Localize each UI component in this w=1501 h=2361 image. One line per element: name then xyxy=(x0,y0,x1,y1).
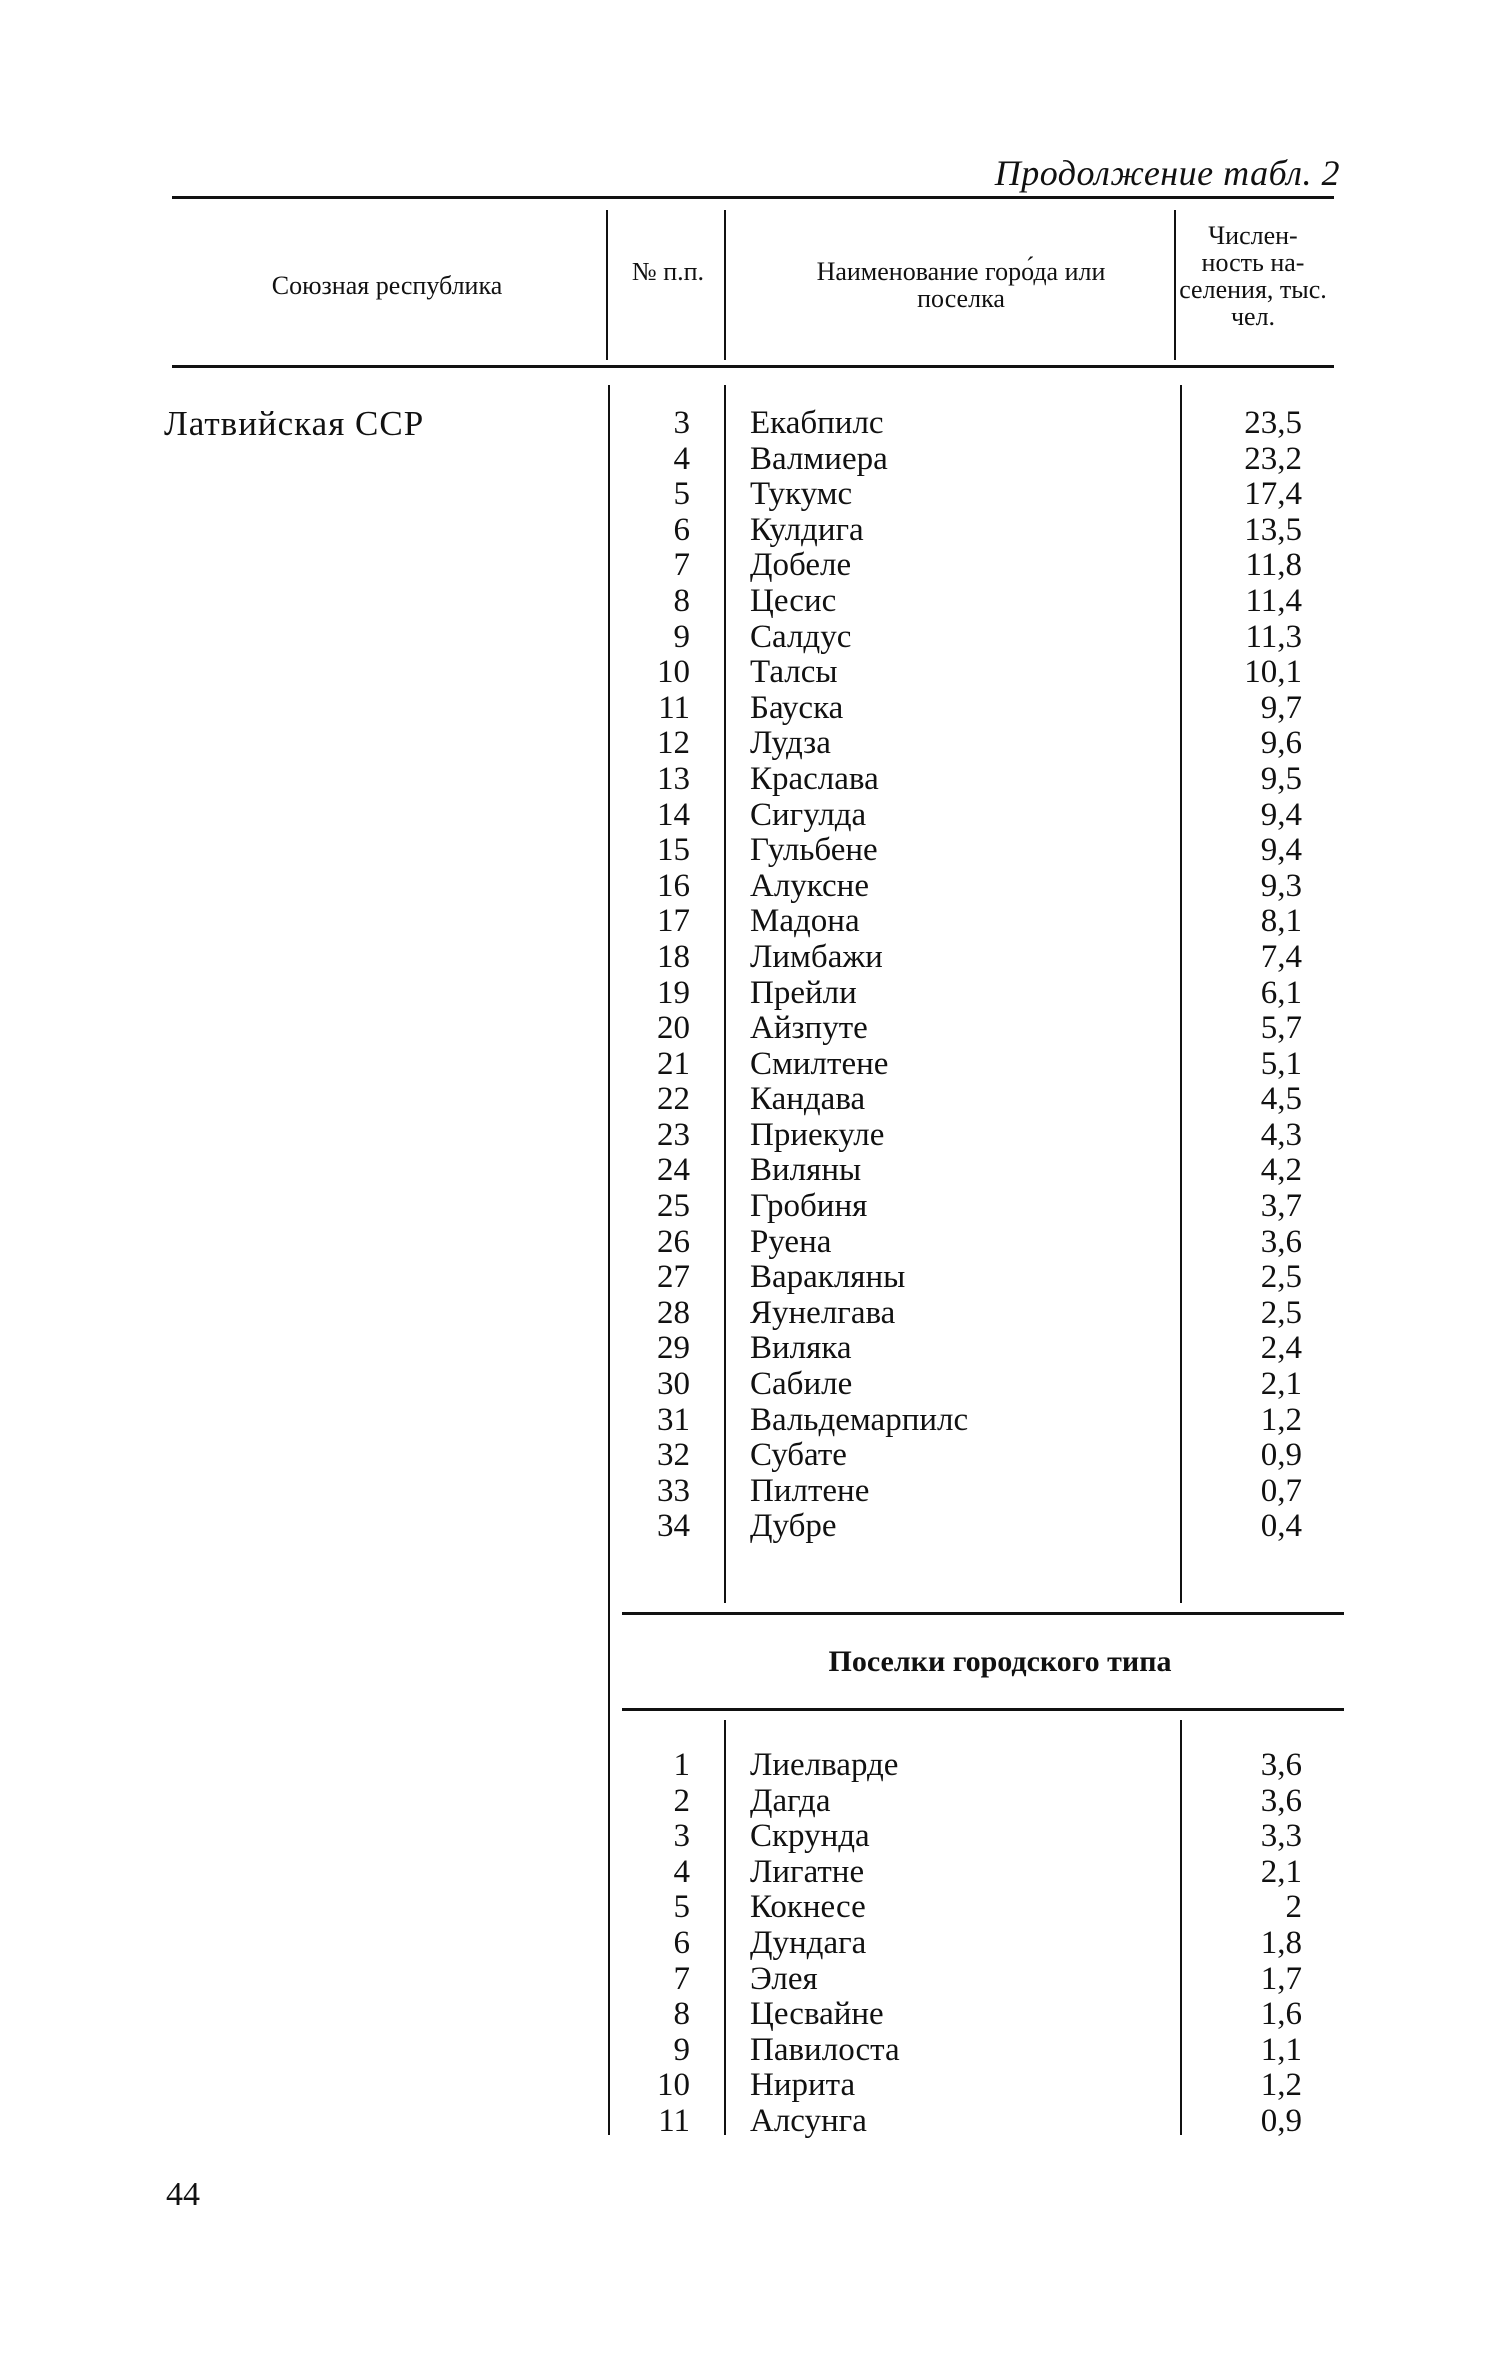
cities-name-column xyxy=(750,406,1170,1545)
cities-name: Мадона xyxy=(750,903,860,940)
settlements-population: 2,1 xyxy=(1260,1853,1302,1890)
cities-population: 8,1 xyxy=(1260,903,1302,940)
section-title: Поселки городского типа xyxy=(828,1645,1172,1678)
cities-number: 10 xyxy=(657,654,690,691)
settlements-number: 2 xyxy=(673,1782,690,1819)
cities-number: 25 xyxy=(657,1188,690,1225)
cities-name: Гульбене xyxy=(750,832,878,869)
settlements-name-column xyxy=(750,1748,1170,2140)
cities-number: 15 xyxy=(657,832,690,869)
settlements-number: 3 xyxy=(673,1818,690,1855)
settlements-name: Лиелварде xyxy=(750,1747,899,1783)
body-divider-left xyxy=(608,385,610,2135)
header-name: Наименование горо́да или поселка xyxy=(816,257,1106,313)
cities-name: Сабиле xyxy=(750,1366,853,1403)
cities-population: 9,4 xyxy=(1260,796,1302,833)
cities-population: 11,8 xyxy=(1245,547,1302,584)
cities-number: 3 xyxy=(673,405,690,441)
cities-population: 10,1 xyxy=(1244,654,1302,691)
cities-name: Виляны xyxy=(750,1152,862,1189)
cities-number: 32 xyxy=(657,1437,690,1474)
section-rule-bottom xyxy=(622,1708,1344,1711)
settlements-name: Цесвайне xyxy=(750,1996,884,2033)
cities-population: 9,5 xyxy=(1260,760,1302,797)
settlements-population: 0,9 xyxy=(1260,2102,1302,2139)
settlements-number: 9 xyxy=(673,2031,690,2068)
settlements-number: 7 xyxy=(673,1960,690,1997)
cities-population: 5,7 xyxy=(1260,1010,1302,1047)
settlements-name: Дагда xyxy=(750,1782,831,1819)
settlements-number: 5 xyxy=(673,1889,690,1926)
cities-name: Сигулда xyxy=(750,796,867,833)
cities-population: 7,4 xyxy=(1260,938,1302,975)
settlements-number: 10 xyxy=(657,2067,690,2104)
settlements-name: Скрунда xyxy=(750,1818,870,1855)
cities-name: Приекуле xyxy=(750,1116,885,1153)
cities-name: Цесис xyxy=(750,582,837,619)
cities-name: Талсы xyxy=(750,654,838,691)
cities-number: 7 xyxy=(673,547,690,584)
settlements-name: Дундага xyxy=(750,1924,867,1961)
cities-population: 2,5 xyxy=(1260,1259,1302,1296)
settlements-population: 3,6 xyxy=(1260,1747,1302,1783)
cities-number: 19 xyxy=(657,974,690,1011)
cities-population: 3,7 xyxy=(1260,1188,1302,1225)
cities-population: 11,3 xyxy=(1245,618,1302,655)
settlements-population-column xyxy=(1180,1748,1302,2140)
header-republic: Союзная республика xyxy=(271,271,503,300)
cities-name: Салдус xyxy=(750,618,852,655)
cities-population: 4,3 xyxy=(1260,1116,1302,1153)
cities-number: 17 xyxy=(657,903,690,940)
cities-number: 21 xyxy=(657,1045,690,1082)
table-caption: Продолжение табл. 2 xyxy=(994,153,1340,193)
cities-population: 4,5 xyxy=(1260,1081,1302,1118)
settlements-population: 1,2 xyxy=(1260,2067,1302,2104)
cities-number: 33 xyxy=(657,1472,690,1509)
cities-number: 28 xyxy=(657,1294,690,1331)
cities-name: Лимбажи xyxy=(750,938,883,975)
cities-name: Валмиера xyxy=(750,440,888,477)
cities-number: 31 xyxy=(657,1401,690,1438)
settlements-divider-num xyxy=(724,1720,726,2135)
cities-name: Гробиня xyxy=(750,1188,868,1225)
settlements-population: 1,7 xyxy=(1260,1960,1302,1997)
cities-population: 9,7 xyxy=(1260,689,1302,726)
settlements-population: 3,6 xyxy=(1260,1782,1302,1819)
settlements-population: 2 xyxy=(1285,1889,1302,1926)
cities-population: 3,6 xyxy=(1260,1223,1302,1260)
cities-name: Субате xyxy=(750,1437,847,1474)
cities-number: 4 xyxy=(673,440,690,477)
cities-number: 20 xyxy=(657,1010,690,1047)
cities-number: 24 xyxy=(657,1152,690,1189)
cities-name: Дубре xyxy=(750,1508,837,1545)
cities-name: Кулдига xyxy=(750,511,864,548)
settlements-name: Кокнесе xyxy=(750,1889,866,1926)
header-number: № п.п. xyxy=(631,257,705,286)
cities-population: 9,4 xyxy=(1260,832,1302,869)
cities-number: 18 xyxy=(657,938,690,975)
cities-population: 11,4 xyxy=(1245,582,1302,619)
settlements-name: Элея xyxy=(750,1960,818,1997)
settlements-number-column xyxy=(626,1748,690,2140)
settlements-number: 6 xyxy=(673,1924,690,1961)
cities-number: 23 xyxy=(657,1116,690,1153)
cities-population: 2,1 xyxy=(1260,1366,1302,1403)
cities-population: 23,2 xyxy=(1244,440,1302,477)
settlements-population: 1,8 xyxy=(1260,1924,1302,1961)
cities-number: 29 xyxy=(657,1330,690,1367)
cities-population: 2,5 xyxy=(1260,1294,1302,1331)
cities-number: 14 xyxy=(657,796,690,833)
cities-name: Виляка xyxy=(750,1330,852,1367)
settlements-name: Павилоста xyxy=(750,2031,900,2068)
cities-population: 9,3 xyxy=(1260,867,1302,904)
top-rule xyxy=(172,196,1334,199)
cities-name: Лудза xyxy=(750,725,831,762)
cities-population: 5,1 xyxy=(1260,1045,1302,1082)
settlements-name: Лигатне xyxy=(750,1853,865,1890)
cities-number: 30 xyxy=(657,1366,690,1403)
cities-population: 2,4 xyxy=(1260,1330,1302,1367)
settlements-name: Нирита xyxy=(750,2067,856,2104)
settlements-number: 1 xyxy=(673,1747,690,1783)
cities-number: 34 xyxy=(657,1508,690,1545)
cities-population: 23,5 xyxy=(1244,405,1302,441)
cities-name: Алуксне xyxy=(750,867,869,904)
body-divider-num xyxy=(724,385,726,1603)
cities-number: 22 xyxy=(657,1081,690,1118)
cities-name: Смилтене xyxy=(750,1045,889,1082)
settlements-population: 3,3 xyxy=(1260,1818,1302,1855)
settlements-population: 1,6 xyxy=(1260,1996,1302,2033)
cities-population: 13,5 xyxy=(1244,511,1302,548)
cities-name: Руена xyxy=(750,1223,832,1260)
header-divider-3 xyxy=(1174,210,1176,360)
cities-population: 0,4 xyxy=(1260,1508,1302,1545)
cities-name: Кандава xyxy=(750,1081,866,1118)
cities-number: 12 xyxy=(657,725,690,762)
cities-name: Тукумс xyxy=(750,476,853,513)
cities-population: 0,7 xyxy=(1260,1472,1302,1509)
header-divider-2 xyxy=(724,210,726,360)
cities-name: Айзпуте xyxy=(750,1010,868,1047)
settlements-number: 4 xyxy=(673,1853,690,1890)
cities-number: 26 xyxy=(657,1223,690,1260)
settlements-name: Алсунга xyxy=(750,2102,867,2139)
cities-number: 9 xyxy=(673,618,690,655)
cities-number: 16 xyxy=(657,867,690,904)
republic-name: Латвийская ССР xyxy=(164,404,425,443)
cities-name: Добеле xyxy=(750,547,852,584)
cities-number: 8 xyxy=(673,582,690,619)
cities-population: 6,1 xyxy=(1260,974,1302,1011)
cities-population: 9,6 xyxy=(1260,725,1302,762)
cities-number: 5 xyxy=(673,476,690,513)
page-number: 44 xyxy=(166,2176,200,2213)
settlements-number: 11 xyxy=(658,2102,690,2139)
cities-number-column xyxy=(626,406,690,1545)
cities-name: Вальдемарпилс xyxy=(750,1401,969,1438)
header-population: Числен-ность на-селения, тыс. чел. xyxy=(1179,221,1327,331)
settlements-population: 1,1 xyxy=(1260,2031,1302,2068)
cities-number: 11 xyxy=(658,689,690,726)
cities-name: Пилтене xyxy=(750,1472,870,1509)
cities-name: Яунелгава xyxy=(750,1294,896,1331)
cities-population: 0,9 xyxy=(1260,1437,1302,1474)
cities-population: 17,4 xyxy=(1244,476,1302,513)
cities-name: Краслава xyxy=(750,760,879,797)
cities-population: 4,2 xyxy=(1260,1152,1302,1189)
settlements-number: 8 xyxy=(673,1996,690,2033)
cities-number: 27 xyxy=(657,1259,690,1296)
cities-name: Бауска xyxy=(750,689,844,726)
header-rule xyxy=(172,365,1334,368)
cities-number: 13 xyxy=(657,760,690,797)
header-divider-1 xyxy=(606,210,608,360)
cities-population-column xyxy=(1180,406,1302,1545)
cities-name: Екабпилс xyxy=(750,405,884,441)
cities-name: Прейли xyxy=(750,974,857,1011)
cities-population: 1,2 xyxy=(1260,1401,1302,1438)
cities-number: 6 xyxy=(673,511,690,548)
section-rule-top xyxy=(622,1612,1344,1615)
cities-name: Варакляны xyxy=(750,1259,906,1296)
